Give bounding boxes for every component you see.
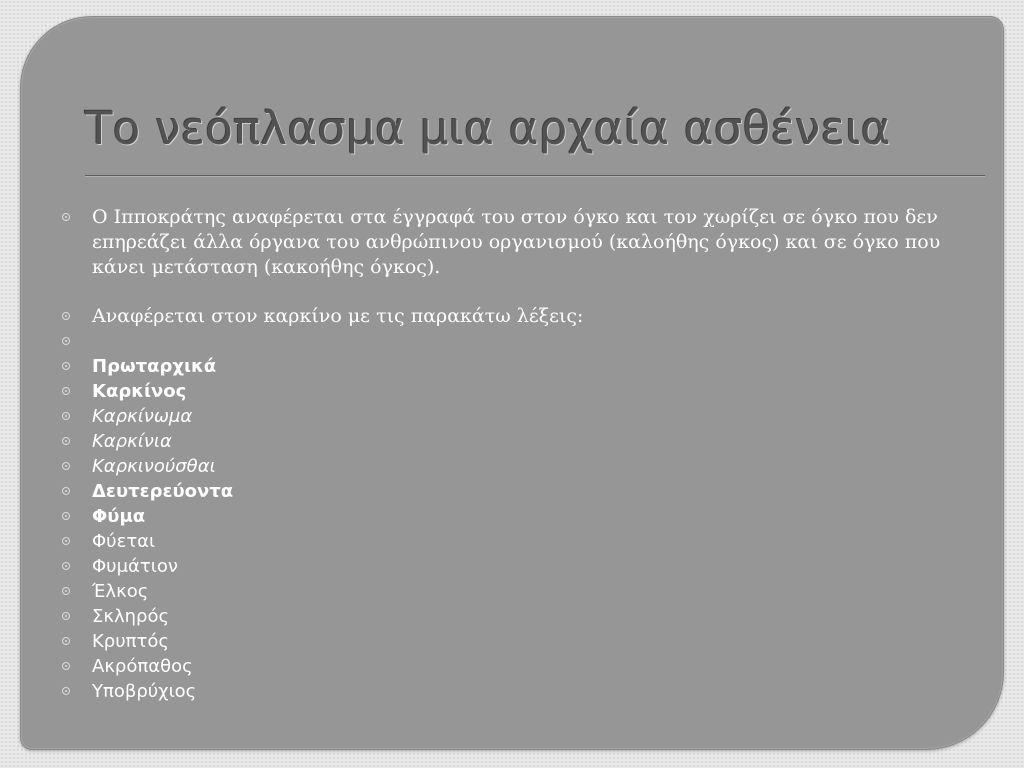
- list-item: [59, 404, 959, 429]
- list-item: [59, 429, 959, 454]
- term: Φύμα: [92, 506, 146, 527]
- list-item: [59, 654, 959, 679]
- list-item: [59, 604, 959, 629]
- term: Έλκος: [92, 581, 149, 602]
- slide: [20, 16, 1004, 750]
- bullet-icon: [62, 637, 70, 645]
- bullet-icon: [62, 662, 70, 670]
- bullet-icon: [62, 362, 70, 370]
- bullet-icon: [62, 487, 70, 495]
- bullet-icon: [62, 537, 70, 545]
- term-heading: Πρωταρχικά: [92, 356, 217, 377]
- list-item: [59, 629, 959, 654]
- bullet-icon: [62, 512, 70, 520]
- bullet-icon: [62, 587, 70, 595]
- list-item: [59, 479, 959, 504]
- term: Σκληρός: [92, 606, 170, 627]
- term: Καρκίνος: [92, 381, 187, 402]
- term: Καρκίνια: [92, 431, 172, 452]
- title-divider: [85, 175, 985, 177]
- bullet-icon: [62, 462, 70, 470]
- bullet-icon: [62, 337, 70, 345]
- bullet-icon: [62, 312, 70, 320]
- term: Φυμάτιον: [92, 556, 178, 577]
- bullet-icon: [62, 687, 70, 695]
- list-item: [59, 504, 959, 529]
- term: Καρκινούσθαι: [92, 456, 216, 477]
- list-item: [59, 529, 959, 554]
- bullet-text: Αναφέρεται στον καρκίνο με τις παρακάτω λέξεις:: [92, 305, 584, 327]
- list-item: [59, 579, 959, 604]
- bullet-icon: [62, 437, 70, 445]
- list-item: [59, 454, 959, 479]
- list-item: [59, 379, 959, 404]
- list-item: [59, 554, 959, 579]
- bullet-text: [92, 330, 98, 352]
- bullet-list: [59, 205, 959, 704]
- term-heading: Δευτερεύοντα: [92, 481, 234, 502]
- list-item: [59, 329, 959, 354]
- list-item: [59, 304, 959, 329]
- list-item: [59, 679, 959, 704]
- term: Υποβρύχιος: [92, 681, 197, 702]
- bullet-text: Ο Ιπποκράτης αναφέρεται στα έγγραφά του στον όγκο και τον χωρίζει σε όγκο που δεν επηρεάζει άλλα όργανα του ανθρώπινου οργανισμού (καλοήθης όγκος) και σε όγκο που κάνει μετάσταση (κακοήθης όγκος).: [92, 206, 941, 278]
- slide-title: Το νεόπλασμα μια αρχαία ασθένεια: [85, 102, 891, 155]
- bullet-icon: [62, 612, 70, 620]
- bullet-icon: [62, 412, 70, 420]
- term: Κρυπτός: [92, 631, 169, 652]
- list-item: [59, 205, 959, 280]
- term: Φύεται: [92, 531, 156, 552]
- term: Ακρόπαθος: [92, 656, 193, 677]
- bullet-icon: [62, 387, 70, 395]
- list-item: [59, 354, 959, 379]
- bullet-icon: [62, 562, 70, 570]
- bullet-icon: [62, 213, 70, 221]
- term: Καρκίνωμα: [92, 406, 193, 427]
